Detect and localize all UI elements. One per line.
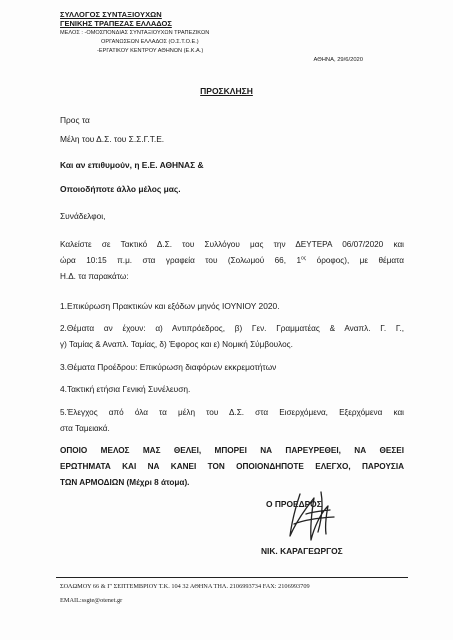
agenda-item-2-line-1: 2.Θέματα αν έχουν: α) Αντιπρόεδρος, β) Γεν. Γραμματέας & Αναπλ. Γ. Γ., [60,324,404,333]
footer-address: ΣΟΛΩΜΟΥ 66 & Γ' ΣΕΠΤΕΜΒΡΙΟΥ Τ.Κ. 104 32 ΑΘΗΝΑ ΤΗΛ. 2106993734 FAX: 2106993709 [60,583,310,590]
organization-subtitle: ΓΕΝΙΚΗΣ ΤΡΑΠΕΖΑΣ ΕΛΛΑΔΟΣ [60,19,172,28]
signatory-name: ΝΙΚ. ΚΑΡΑΓΕΩΡΓΟΣ [261,546,343,556]
agenda-item-2-line-2: γ) Ταμίας & Αναπλ. Ταμίας, δ) Έφορος και ε) Νομική Σύμβουλος. [60,340,293,349]
salutation: Συνάδελφοι, [60,211,106,221]
organization-name: ΣΥΛΛΟΓΟΣ ΣΥΝΤΑΞΙΟΥΧΩΝ [60,10,162,19]
document-title: ΠΡΟΣΚΛΗΣΗ [200,86,253,96]
invitation-line-3: Η.Δ. τα παρακάτω: [60,272,129,281]
notice-line-3: ΤΩΝ ΑΡΜΟΔΙΩΝ (Μέχρι 8 άτομα). [60,478,190,487]
recipients-line-1: Μέλη του Δ.Σ. του Σ.Σ.Γ.Τ.Ε. [60,134,165,144]
recipients-line-2: Και αν επιθυμούν, η Ε.Ε. ΑΘΗΝΑΣ & [60,160,204,170]
agenda-item-1: 1.Επικύρωση Πρακτικών και εξόδων μηνός ΙΟΥΝΙΟΥ 2020. [60,301,280,311]
signatory-role: Ο ΠΡΟΕΔΡΟΣ [266,499,322,509]
footer-email: EMAIL:ssgte@otenet.gr [60,597,123,604]
membership-line-1: ΜΕΛΟΣ : -ΟΜΟΣΠΟΝΔΙΑΣ ΣΥΝΤΑΞΙΟΥΧΩΝ ΤΡΑΠΕΖΙΚΩΝ [60,30,210,36]
agenda-item-3: 3.Θέματα Προέδρου: Επικύρωση διαφόρων εκκρεμοτήτων [60,362,277,372]
invitation-line-1: Καλείστε σε Τακτικό Δ.Σ. του Συλλόγου μας την ΔΕΥΤΕΡΑ 06/07/2020 και [60,240,404,249]
footer-divider [56,577,408,578]
agenda-item-4: 4.Τακτική ετήσια Γενική Συνέλευση. [60,384,191,394]
membership-line-2: ΟΡΓΑΝΩΣΕΩΝ ΕΛΛΑΔΟΣ (Ο.Σ.Τ.Ο.Ε.) [101,39,199,45]
agenda-item-5-line-1: 5.Έλεγχος από όλα τα μέλη του Δ.Σ. στα Εισερχόμενα, Εξερχόμενα και [60,408,404,417]
agenda-item-5-line-2: στα Ταμειακά. [60,424,110,433]
recipients-to: Προς τα [60,115,90,125]
notice-line-2: ΕΡΩΤΗΜΑΤΑ ΚΑΙ ΝΑ ΚΑΝΕΙ ΤΟΝ ΟΠΟΙΟΝΔΗΠΟΤΕ ΕΛΕΓΧΟ, ΠΑΡΟΥΣΙΑ [60,462,404,471]
membership-line-3: -ΕΡΓΑΤΙΚΟΥ ΚΕΝΤΡΟΥ ΑΘΗΝΩΝ (Ε.Κ.Α.) [97,48,204,54]
recipients-line-3: Οποιοδήποτε άλλο μέλος μας. [60,184,181,194]
notice-line-1: ΟΠΟΙΟ ΜΕΛΟΣ ΜΑΣ ΘΕΛΕΙ, ΜΠΟΡΕΙ ΝΑ ΠΑΡΕΥΡΕΘΕΙ, ΝΑ ΘΕΣΕΙ [60,446,404,455]
handwritten-signature [276,484,346,548]
invitation-line-2: ώρα 10:15 π.μ. στα γραφεία του (Σολωμού 66, $1^{o\varsigma}$ όροφος), με θέματα [60,255,404,265]
document-date: ΑΘΗΝΑ, 29/6/2020 [313,57,363,63]
